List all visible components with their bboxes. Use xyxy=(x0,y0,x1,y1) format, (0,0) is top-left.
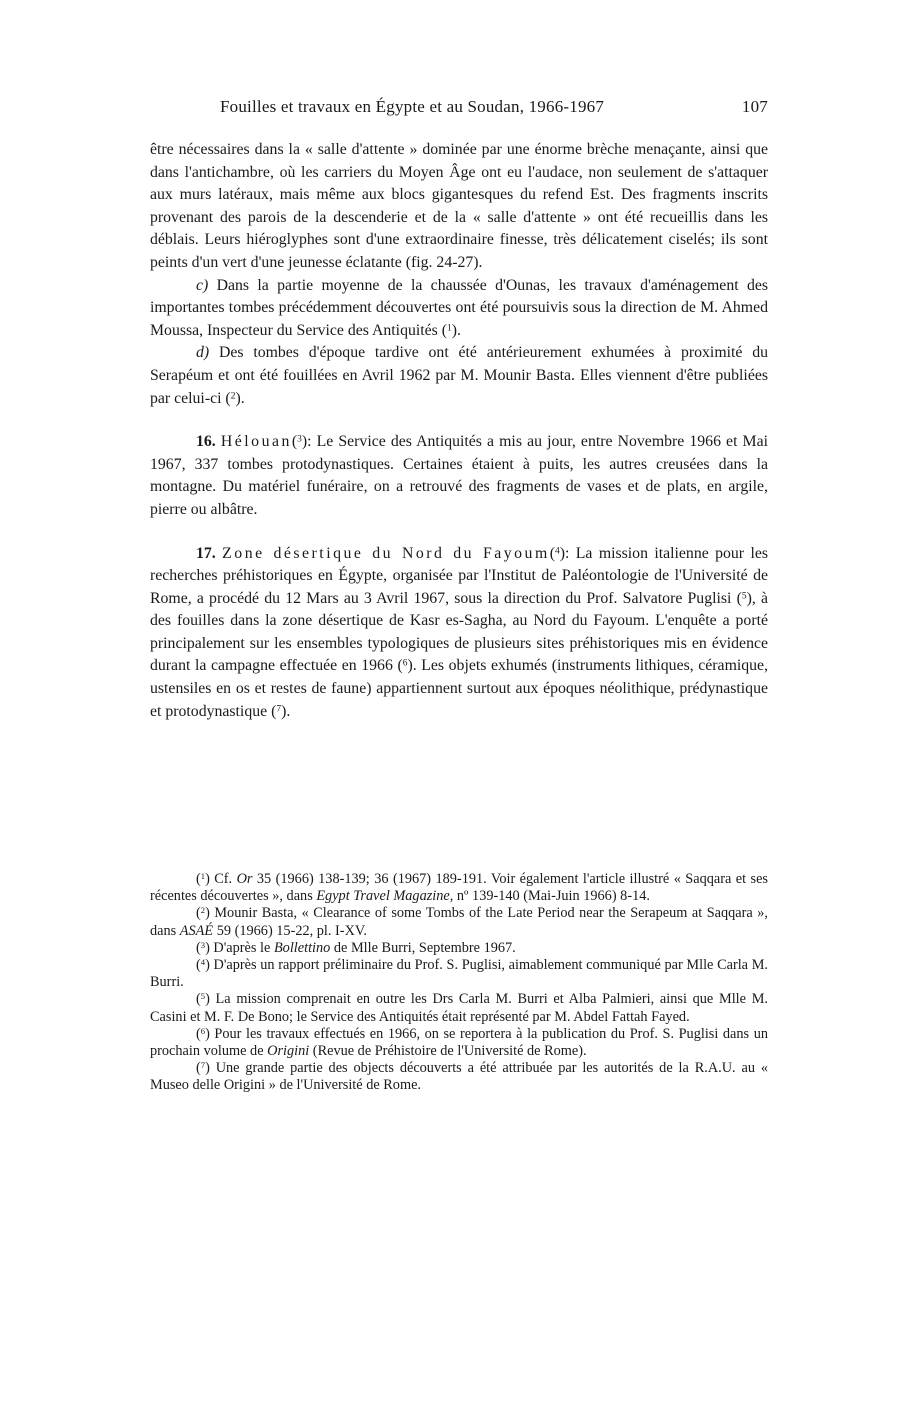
running-title: Fouilles et travaux en Égypte et au Soudan, 1966-1967 xyxy=(220,97,605,116)
footnote-ref: 3 xyxy=(297,434,302,445)
section-number: 16. xyxy=(196,433,216,451)
paragraph-text: Des tombes d'époque tardive ont été antérieurement exhumées à proximité du Serapéum et ont été fouillées en Avril 1962 par M. Mounir Basta. Elles viennent d'être publiées par celui-ci ( xyxy=(150,344,768,407)
footnote-5: ($^5$) La mission comprenait en outre les Drs Carla M. Burri et Alba Palmieri, ainsi que Mlle M. Casini et M. F. De Bono; le Service des Antiquités était représenté par M. Abdel Fattah Fayed. xyxy=(150,991,768,1025)
paragraph-text: être nécessaires dans la « salle d'attente » dominée par une énorme brèche menaçante, ainsi que dans l'antichambre, où les carriers du Moyen Âge ont eu l'audace, non seulement de s'attaquer aux murs latéraux, mais même aux blocs gigantesques du refend Est. Des fragments inscrits provenant des parois de la descenderie et de la « salle d'attente » ont été recueillis dans les déblais. Leurs hiéroglyphes sont d'une extraordinaire finesse, très délicatement ciselés; ils sont peints d'un vert d'une jeunesse éclatante (fig. 24-27). xyxy=(150,141,768,271)
footnote-text: D'après le xyxy=(209,939,274,956)
footnote-ref: 2 xyxy=(230,391,236,402)
magazine-title: Egypt Travel Magazine xyxy=(316,888,450,905)
footnote-text: (Revue de Préhistoire de l'Université de Rome). xyxy=(309,1043,587,1060)
section-text: ), à des fouilles dans la zone désertique de Kasr es-Sagha, au Nord du Fayoum. L'enquête a porté principalement sur les ensembles typologiques de plusieurs sites préhistoriques mis en évidence durant la campagne effectuée en 1966 ( xyxy=(150,589,768,675)
paragraph-c xyxy=(150,275,768,343)
footnote-text: , nº 139-140 (Mai-Juin 1966) 8-14. xyxy=(449,888,650,905)
section-17: 17. Zone désertique du Nord du Fayoum($^4$): La mission italienne pour les recherches préhistoriques en Égypte, organisée par l'Institut de Paléontologie de l'Université de Rome, a procédé du 12 Mars au 3 Avril 1967, sous la direction du Prof. Salvatore Puglisi ($^5$), à des fouilles dans la zone désertique de Kasr es-Sagha, au Nord du Fayoum. L'enquête a porté principalement sur les ensembles typologiques de plusieurs sites préhistoriques mis en évidence durant la campagne effectuée en 1966 ($^6$). Les objets exhumés (instruments lithiques, céramique, ustensiles en os et restes de faune) appartiennent surtout aux époques néolithique, prédynastique et protodynastique ($^7$). xyxy=(150,544,769,720)
section-16: 16. Hélouan($^3$): Le Service des Antiquités a mis au jour, entre Novembre 1966 et Mai 1967, 337 tombes protodynastiques. Certaines étaient à puits, les autres creusées dans la montagne. Du matériel funéraire, on a retrouvé des fragments de vases et de plats, en argile, pierre ou albâtre. xyxy=(150,433,769,518)
footnote-text: 35 (1966) 138-139; 36 (1967) 189-191. Voir également l'article illustré « Saqqara et ses récentes découvertes », dans xyxy=(150,871,768,905)
footnote-text: 59 (1966) 15-22, pl. I-XV. xyxy=(213,922,367,939)
footnote-6: ($^6$) Pour les travaux effectués en 1966, on se reportera à la publication du Prof. S. Puglisi dans un prochain volume de Origini (Revue de Préhistoire de l'Université de Rome). xyxy=(150,1025,768,1060)
footnote-number: 6 xyxy=(200,1025,206,1036)
footnote-ref: 5 xyxy=(741,591,747,602)
section-text: ): Le Service des Antiquités a mis au jour, entre Novembre 1966 et Mai 1967, 337 tombes protodynastiques. Certaines étaient à puits, les autres creusées dans la montagne. Du matériel funéraire, on a retrouvé des fragments de vases et de plats, en argile, pierre ou albâtre. xyxy=(150,433,769,518)
footnote-text: La mission comprenait en outre les Drs Carla M. Burri et Alba Palmieri, ainsi que Mlle M. Casini et M. F. De Bono; le Service des Antiquités était représenté par M. Abdel Fattah Fayed. xyxy=(150,991,768,1025)
footnote-number: 3 xyxy=(200,939,206,950)
section-number: 17. xyxy=(196,544,216,562)
footnote-ref: 4 xyxy=(555,546,560,557)
paragraph-text-end: ). xyxy=(235,389,245,407)
footnote-text: Mounir Basta, « Clearance of some Tombs of the Late Period near the Serapeum at Saqqara », dans xyxy=(150,905,768,939)
page-number: 107 xyxy=(741,97,768,116)
journal-title: ASAÉ xyxy=(179,922,214,939)
section-text: ). Les objets exhumés (instruments lithiques, céramique, ustensiles en os et restes de faune) appartiennent surtout aux époques néolithique, prédynastique et protodynastique ( xyxy=(150,657,769,720)
bulletin-title: Bollettino xyxy=(273,939,331,956)
journal-title: Origini xyxy=(267,1043,310,1060)
footnote-number: 5 xyxy=(200,991,206,1002)
footnote-ref: 7 xyxy=(276,704,282,715)
footnote-3: ($^3$) D'après le Bollettino de Mlle Burri, Septembre 1967. xyxy=(196,939,516,956)
section-text: ): La mission italienne pour les recherches préhistoriques en Égypte, organisée par l'Institut de Paléontologie de l'Université de Rome, a procédé du 12 Mars au 3 Avril 1967, sous la direction du Prof. Salvatore Puglisi ( xyxy=(150,544,768,607)
footnote-4: ($^4$) D'après un rapport préliminaire du Prof. S. Puglisi, aimablement communiqué par Mlle Carla M. Burri. xyxy=(150,957,768,991)
footnote-text: D'après un rapport préliminaire du Prof. S. Puglisi, aimablement communiqué par Mlle Carla M. Burri. xyxy=(150,957,768,991)
footnote-number: 1 xyxy=(200,871,206,882)
footnote-text: Pour les travaux effectués en 1966, on se reportera à la publication du Prof. S. Puglisi dans un prochain volume de xyxy=(150,1025,768,1060)
journal-title: Or xyxy=(236,871,253,887)
footnote-7: ($^7$) Une grande partie des objects découverts a été attribuée par les autorités de la R.A.U. au « Museo delle Origini » de l'Université de Rome. xyxy=(150,1060,768,1094)
footnote-ref: 6 xyxy=(402,659,408,670)
footnote-text: de Mlle Burri, Septembre 1967. xyxy=(330,939,516,956)
section-text: ). xyxy=(281,702,291,720)
footnote-ref: 1 xyxy=(447,323,452,334)
paragraph-continued xyxy=(150,139,768,275)
item-label: c) xyxy=(196,276,209,294)
section-place: Hélouan xyxy=(220,433,292,451)
footnote-number: 4 xyxy=(200,957,206,968)
footnote-2: ($^2$) Mounir Basta, « Clearance of some Tombs of the Late Period near the Serapeum at Saqqara », dans ASAÉ 59 (1966) 15-22, pl. I-XV. xyxy=(150,905,768,939)
footnote-1: ($^1$) Cf. Or 35 (1966) 138-139; 36 (1967) 189-191. Voir également l'article illustré « Saqqara et ses récentes découvertes », dans Egypt Travel Magazine, nº 139-140 (Mai-Juin 1966) 8-14. xyxy=(150,871,768,905)
footnote-text: Cf. xyxy=(209,871,237,887)
main-text xyxy=(150,139,768,723)
footnotes xyxy=(150,871,768,1095)
footnote-number: 2 xyxy=(200,905,206,916)
item-label: d) xyxy=(196,344,210,362)
section-place: Zone désertique du Nord du Fayoum xyxy=(222,544,550,562)
footnote-text: Une grande partie des objects découverts a été attribuée par les autorités de la R.A.U. au « Museo delle Origini » de l'Université de Rome. xyxy=(150,1060,768,1094)
footnote-number: 7 xyxy=(200,1060,206,1071)
paragraph-text: Dans la partie moyenne de la chaussée d'Ounas, les travaux d'aménagement des importantes tombes précédemment découvertes ont été poursuivis sous la direction de M. Ahmed Moussa, Inspecteur du Service des Antiquités ( xyxy=(150,276,768,339)
paragraph-text-end: ). xyxy=(451,321,461,339)
paragraph-d xyxy=(150,342,768,410)
